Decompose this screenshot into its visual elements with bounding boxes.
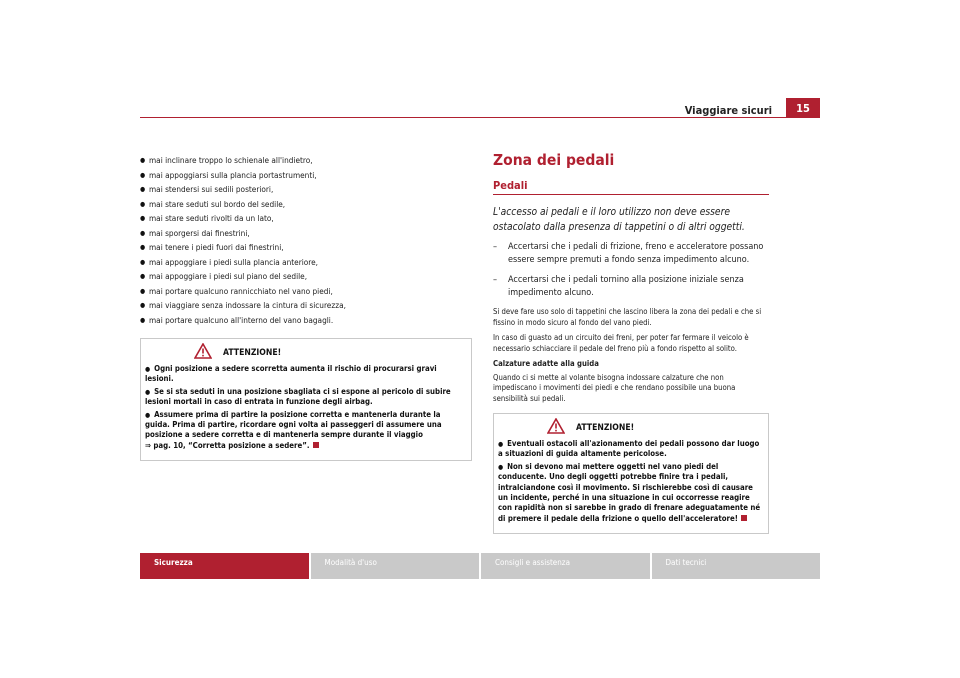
warning-box-seating: [140, 338, 472, 461]
subsection-title: Pedali: [493, 179, 769, 195]
warning-item: [145, 364, 467, 385]
warning-item: [145, 410, 467, 452]
warning-box-pedals: [493, 413, 769, 534]
instruction-step: – Accertarsi che i pedali di frizione, freno e acceleratore possano essere sempre premuti a fondo senza impedimento alcuno.: [493, 241, 769, 267]
shoes-heading: Calzature adatte alla guida: [493, 359, 599, 368]
warning-title: ATTENZIONE!: [576, 422, 635, 433]
left-column: [140, 153, 472, 461]
bullet-dot-icon: ●: [498, 462, 504, 471]
header-rule: [140, 117, 820, 118]
list-item: ● mai appoggiare i piedi sul piano del sedile,: [140, 269, 472, 284]
paragraph-shoes: Quando ci si mette al volante bisogna indossare calzature che non impediscano i movimenti dei piedi e che rendano possibile una buona sensibilità sui pedali.: [493, 372, 736, 403]
paragraph-brake-failure: In caso di guasto ad un circuito dei freni, per poter far fermare il veicolo è necessario schiacciare il pedale del freno più a fondo rispetto al solito.: [493, 333, 749, 353]
warning-item: [145, 387, 467, 408]
end-square-icon: [741, 515, 747, 521]
bullet-dot-icon: ●: [498, 440, 504, 448]
warning-item-text: Se si sta seduti in una posizione sbagliata ci si espone al pericolo di subire lesioni mortali in caso di entrata in funzione degli airbag.: [145, 386, 451, 407]
bullet-dot-icon: ●: [145, 410, 151, 419]
warning-item: [498, 439, 764, 460]
bullet-dot-icon: ●: [145, 387, 151, 396]
warning-item-text: Assumere prima di partire la posizione corretta e mantenerla durante la guida. Prima di partire, ricordare ogni volta ai passeggeri di assumere una posizione a sedere corretta e di mantenerla sempre durante il viaggio: [145, 409, 442, 440]
warning-item-text: Non si devono mai mettere oggetti nel vano piedi del conducente. Uno degli oggetti potrebbe finire tra i pedali, intralciandone così il movimento. Si rischierebbe così di causare un incidente, perché in una situazione in cui occorresse reagire con rapidità non si sarebbe in grado di frenare adeguatamente né di premere il pedale della frizione o quello dell'acceleratore!: [498, 461, 761, 523]
list-item: ● mai appoggiarsi sulla plancia portastrumenti,: [140, 168, 472, 183]
list-item: ● mai appoggiare i piedi sulla plancia anteriore,: [140, 255, 472, 270]
end-square-icon: [313, 442, 319, 448]
footer-nav: [140, 553, 820, 579]
paragraph-mats: Si deve fare uso solo di tappetini che lascino libera la zona dei pedali e che si fissino in modo sicuro al fondo del vano piedi.: [493, 307, 762, 327]
bullet-dot-icon: ●: [145, 365, 151, 373]
running-header-title: Viaggiare sicuri: [684, 104, 772, 117]
warning-list: [494, 439, 768, 524]
warning-list: [141, 364, 471, 451]
warning-item: [498, 462, 764, 524]
right-column: [493, 153, 769, 534]
tab-consigli-assistenza[interactable]: Consigli e assistenza: [481, 553, 650, 579]
list-item: ● mai stare seduti rivolti da un lato,: [140, 211, 472, 226]
section-title: Zona dei pedali: [493, 151, 615, 169]
list-item: ● mai portare qualcuno all'interno del vano bagagli.: [140, 313, 472, 328]
warning-item-text: Ogni posizione a sedere scorretta aumenta il rischio di procurarsi gravi lesioni.: [145, 364, 437, 384]
warning-item-text: Eventuali ostacoli all'azionamento dei pedali possono dar luogo a situazioni di guida altamente pericolose.: [498, 439, 760, 459]
warning-triangle-icon: [194, 343, 212, 359]
page-number: 15: [786, 98, 820, 118]
list-item: ● mai tenere i piedi fuori dai finestrini,: [140, 240, 472, 255]
warning-header: [494, 416, 768, 439]
instruction-list: [493, 241, 769, 300]
tab-sicurezza[interactable]: Sicurezza: [140, 553, 309, 579]
list-item: ● mai portare qualcuno rannicchiato nel vano piedi,: [140, 284, 472, 299]
list-item: ● mai stendersi sui sedili posteriori,: [140, 182, 472, 197]
list-item: ● mai inclinare troppo lo schienale all'indietro,: [140, 153, 472, 168]
list-item: ● mai stare seduti sul bordo del sedile,: [140, 197, 472, 212]
warning-triangle-icon: [547, 418, 565, 434]
warning-header: [141, 341, 471, 364]
page-reference-link[interactable]: ⇒ pag. 10, “Corretta posizione a sedere”.: [145, 440, 310, 450]
posture-bullet-list: [140, 153, 472, 327]
list-item: ● mai sporgersi dai finestrini,: [140, 226, 472, 241]
list-item: ● mai viaggiare senza indossare la cintura di sicurezza,: [140, 298, 472, 313]
warning-title: ATTENZIONE!: [223, 347, 282, 358]
intro-text: L'accesso ai pedali e il loro utilizzo non deve essere ostacolato dalla presenza di tappetini o di altri oggetti.: [493, 207, 745, 233]
tab-dati-tecnici[interactable]: Dati tecnici: [652, 553, 821, 579]
instruction-step: – Accertarsi che i pedali tornino alla posizione iniziale senza impedimento alcuno.: [493, 274, 769, 300]
tab-modalita-uso[interactable]: Modalità d'uso: [311, 553, 480, 579]
